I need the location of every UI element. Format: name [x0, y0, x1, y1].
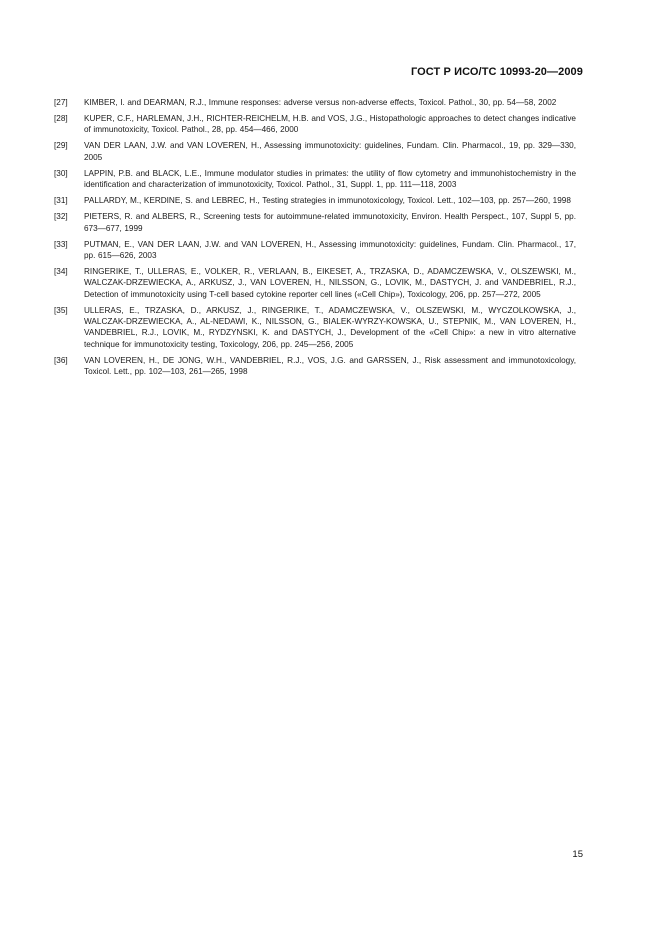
- bibliography-entry: [54, 195, 576, 206]
- reference-number: [28]: [54, 114, 68, 124]
- reference-number: [29]: [54, 141, 68, 151]
- bibliography-entry: [54, 239, 576, 262]
- reference-number: [34]: [54, 267, 68, 277]
- bibliography-entry: [54, 168, 576, 191]
- bibliography-entry: [54, 305, 576, 350]
- reference-number: [33]: [54, 239, 68, 249]
- bibliography-list: [54, 97, 576, 382]
- reference-number: [27]: [54, 98, 68, 107]
- bibliography-entry: [54, 266, 576, 300]
- reference-text: PIETERS, R. and ALBERS, R., Screening tests for autoimmune-related immunotoxicity, Environ. Health Perspect., 107, Suppl 5, pp. 673—677, 1999: [84, 212, 576, 233]
- reference-number: [32]: [54, 212, 68, 222]
- reference-number: [35]: [54, 305, 68, 315]
- bibliography-entry: [54, 113, 576, 136]
- reference-text: VAN DER LAAN, J.W. and VAN LOVEREN, H., Assessing immunotoxicity: guidelines, Fundam. Clin. Pharmacol., 19, pp. 329—330, 2005: [84, 141, 576, 162]
- bibliography-entry: [54, 211, 576, 234]
- reference-text: ULLERAS, E., TRZASKA, D., ARKUSZ, J., RINGERIKE, T., ADAMCZEWSKA, V., OLSZEWSKI, M., WYCZOLKOWSKA, J., WALCZAK-DRZEWIECKA, A., AL-NEDAWI, K., NILSSON, G., BIALEK-WYRZY-KOWSKA, U., STEPNIK, M., VAN LOVEREN, H., VANDEBRIEL, R.J., LOVIK, M., RYDZYNSKI, K. and DASTYCH, J., Development of the «Cell Chip»: a new in vitro alternative technique for immunotoxicity testing, Toxicology, 206, pp. 245—256, 2005: [84, 305, 576, 349]
- page-number: 15: [572, 849, 583, 860]
- reference-text: KUPER, C.F., HARLEMAN, J.H., RICHTER-REICHELM, H.B. and VOS, J.G., Histopathologic approaches to detect changes indicative of immunotoxicity, Toxicol. Pathol., 28, pp. 454—466, 2000: [84, 114, 576, 135]
- reference-text: RINGERIKE, T., ULLERAS, E., VOLKER, R., VERLAAN, B., EIKESET, A., TRZASKA, D., ADAMCZEWSKA, V., OLSZEWSKI, M., WALCZAK-DRZEWIECKA, A., ARKUSZ, J., VAN LOVEREN, H., NILSSON, G., LOVIK, M., DASTYCH, J. and VANDEBRIEL, R.J., Detection of immunotoxicity using T-cell based cytokine reporter cell lines («Cell Chip»), Toxicology, 206, pp. 257—272, 2005: [84, 267, 576, 299]
- reference-number: [31]: [54, 196, 68, 206]
- bibliography-entry: [54, 140, 576, 163]
- standard-code-header: ГОСТ Р ИСО/ТС 10993-20—2009: [410, 66, 583, 78]
- reference-text: VAN LOVEREN, H., DE JONG, W.H., VANDEBRIEL, R.J., VOS, J.G. and GARSSEN, J., Risk assessment and immunotoxicology, Toxicol. Lett., pp. 102—103, 261—265, 1998: [84, 355, 576, 377]
- bibliography-entry: [54, 355, 576, 378]
- bibliography-entry: [54, 97, 576, 108]
- reference-text: KIMBER, I. and DEARMAN, R.J., Immune responses: adverse versus non-adverse effects, Toxicol. Pathol., 30, pp. 54—58, 2002: [84, 98, 557, 107]
- reference-number: [30]: [54, 168, 68, 178]
- reference-text: LAPPIN, P.B. and BLACK, L.E., Immune modulator studies in primates: the utility of flow cytometry and immunohistochemistry in the identification and characterization of immunotoxicity, Toxicol. Pathol., 31, Suppl. 1, pp. 111—118, 2003: [84, 168, 576, 190]
- reference-number: [36]: [54, 355, 68, 365]
- reference-text: PALLARDY, M., KERDINE, S. and LEBREC, H., Testing strategies in immunotoxicology, Toxicol. Lett., 102—103, pp. 257—260, 1998: [84, 196, 571, 206]
- reference-text: PUTMAN, E., VAN DER LAAN, J.W. and VAN LOVEREN, H., Assessing immunotoxicity: guidelines, Fundam. Clin. Pharmacol., 17, pp. 615—626, 2003: [84, 239, 576, 261]
